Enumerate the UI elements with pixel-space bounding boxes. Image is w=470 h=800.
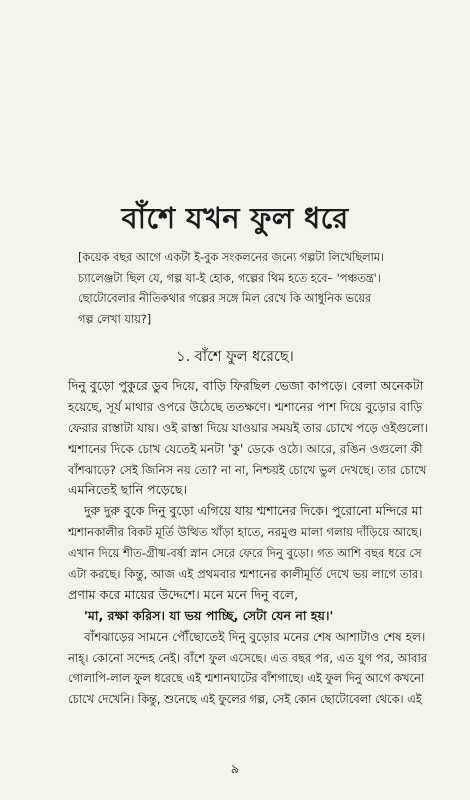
section-heading: ১. বাঁশে ফুল ধরেছে। — [176, 349, 294, 365]
preface-line: চ্যালেঞ্জটা ছিল যে, গল্প যা-ই হোক, গল্পের থিম হতে হবে– 'পঞ্চতন্ত্র'। — [78, 271, 381, 285]
body-line: দুরু দুরু বুকে দিনু বুড়ো এগিয়ে যায় শ্মশানের দিকে। পুরোনো মন্দিরে মা — [84, 504, 423, 519]
chapter-title: বাঁশে যখন ফুল ধরে — [121, 201, 349, 235]
body-line: বাঁশঝাড়ে? সেই জিনিস নয় তো? না না, নিশ্চয়ই চোখে ভুল দেখছে। তার চোখে — [68, 462, 427, 477]
body-line: এটা করছে। কিন্তু, আজ এই প্রথমবার শ্মশানের কালীমূর্তি দেখে ভয় লাগে তার। — [68, 567, 423, 582]
body-line: শ্মশানকালীর বিকট মূর্তি উত্থিত খাঁড়া হাতে, নরমুণ্ড মালা গলায় দাঁড়িয়ে আছে। — [68, 525, 423, 540]
preface-line: [কয়েক বছর আগে একটা ই-বুক সংকলনের জন্যে গল্পটা লিখেছিলাম। — [78, 251, 385, 264]
body-line: নাহ্‌। কোনো সন্দেহ নেই। বাঁশে ফুল এসেছে। এত বছর পর, এত যুগ পর, আবার — [68, 650, 428, 665]
body-text — [68, 376, 428, 710]
preface-note — [78, 248, 430, 330]
body-line: দিনু বুড়ো পুকুরে ডুব দিয়ে, বাড়ি ফিরছিল ভেজা কাপড়ে। বেলা অনেকটা — [68, 378, 424, 393]
body-line: এমনিতেই ছানি পড়েছে। — [68, 482, 187, 498]
dialogue-line: 'মা, রক্ষা করিস। যা ভয় পাচ্ছি, সেটা যেন না হয়।' — [84, 607, 334, 623]
body-line: শ্মশানের দিকে চোখ যেতেই মনটা 'কু' ডেকে ওঠে। আরে, রঙিন ওগুলো কী — [68, 441, 423, 456]
preface-line: গল্প লেখা যায়?] — [78, 312, 152, 326]
body-line: চোখে দেখেনি। কিন্তু, শুনেছে এই ফুলের গল্প, সেই কোন ছোটোবেলা থেকে। এই — [68, 692, 422, 707]
body-line: প্রণাম করে মায়ের উদ্দেশে। মনে মনে দিনু বলে, — [68, 586, 299, 602]
body-line: গোলাপি-লাল ফুল ধরেছে এই শ্মশানঘাটের বাঁশগাছে। এই ফুল দিনু আগে কখনো — [68, 671, 425, 686]
page-number: ৯ — [230, 762, 240, 777]
body-line: ফেরার রাস্তাটা যায়। ওই রাস্তা দিয়ে যাওয়ার সময়ই তার চোখে পড়ে ওইগুলো। — [68, 420, 429, 435]
body-line: বাঁশঝাড়ের সামনে পৌঁছোতেই দিনু বুড়োর মনের শেষ আশাটাও শেষ হল। — [84, 629, 426, 644]
body-line: হয়েছে, সূর্য মাথার ওপরে উঠেছে ততক্ষণে। শ্মশানের পাশ দিয়ে বুড়োর বাড়ি — [68, 399, 423, 414]
preface-line: ছোটোবেলার নীতিকথার গল্পের সঙ্গে মিল রেখে কি আধুনিক ভয়ের — [78, 292, 372, 305]
body-line: এখান দিয়ে শীত-গ্রীষ্ম-বর্ষা স্নান সেরে ফেরে দিনু বুড়ো। গত আশি বছর ধরে সে — [68, 546, 422, 561]
